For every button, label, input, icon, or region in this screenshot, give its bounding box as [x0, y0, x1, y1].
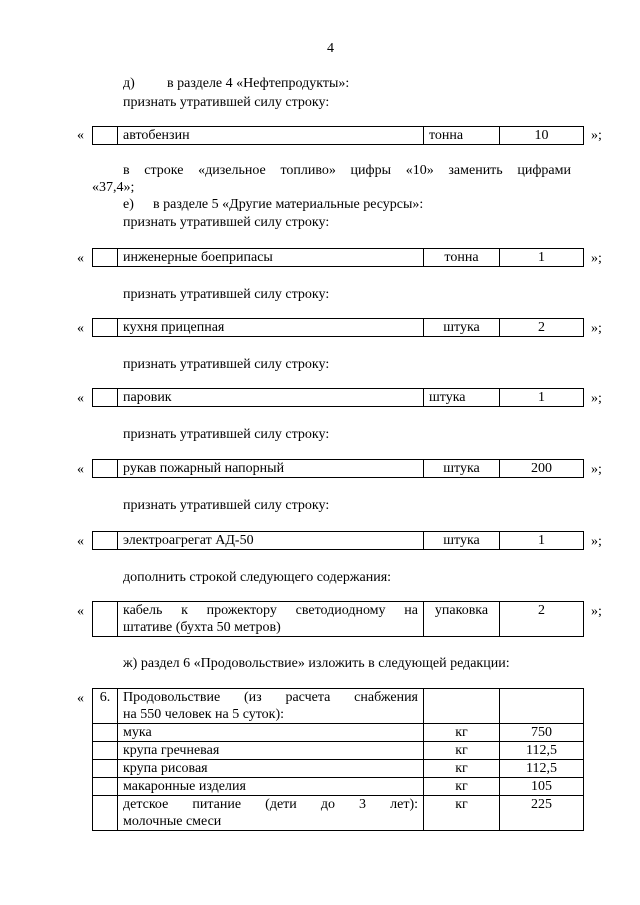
row-qty: 2 — [500, 602, 584, 637]
row-name: автобензин — [118, 127, 424, 145]
table-row — [93, 760, 584, 778]
empty-cell — [93, 778, 118, 796]
row-number-cell — [93, 602, 118, 637]
open-quote: « — [77, 128, 84, 143]
row-unit: штука — [424, 389, 500, 407]
open-quote: « — [77, 462, 84, 477]
invalidate-text: признать утратившей силу строку: — [123, 427, 330, 442]
section-title-line-1: Продовольствие (из расчета снабжения — [123, 690, 418, 705]
invalidate-text: признать утратившей силу строку: — [123, 215, 330, 230]
table-row — [93, 742, 584, 760]
close-quote: »; — [591, 534, 602, 549]
item-letter-d: д) — [123, 76, 135, 91]
food-item-name: макаронные изделия — [118, 778, 424, 796]
row-table-steamer — [92, 388, 584, 407]
food-item-unit: кг — [424, 724, 500, 742]
food-item-name: мука — [118, 724, 424, 742]
open-quote: « — [77, 391, 84, 406]
food-item-name: крупа гречневая — [118, 742, 424, 760]
table-row — [93, 389, 584, 407]
table-row — [93, 460, 584, 478]
food-item-name-line-1: детское питание (дети до 3 лет): — [123, 797, 418, 812]
food-item-qty: 112,5 — [500, 760, 584, 778]
row-qty: 10 — [500, 127, 584, 145]
empty-cell — [93, 724, 118, 742]
row-name: кухня прицепная — [118, 319, 424, 337]
row-table-hose — [92, 459, 584, 478]
add-row-text: дополнить строкой следующего содержания: — [123, 570, 392, 585]
row-number-cell — [93, 249, 118, 267]
row-unit: штука — [424, 532, 500, 550]
open-quote: « — [77, 534, 84, 549]
section-number: 6. — [93, 689, 118, 724]
row-name: паровик — [118, 389, 424, 407]
section-title-line-2: на 550 человек на 5 суток): — [123, 707, 285, 722]
row-name — [118, 602, 424, 637]
row-name: рукав пожарный напорный — [118, 460, 424, 478]
invalidate-text: признать утратившей силу строку: — [123, 357, 330, 372]
food-item-name — [118, 796, 424, 831]
row-number-cell — [93, 389, 118, 407]
empty-cell — [93, 796, 118, 831]
open-quote: « — [77, 321, 84, 336]
food-item-qty: 225 — [500, 796, 584, 831]
table-row — [93, 689, 584, 724]
empty-cell — [93, 760, 118, 778]
section-title — [118, 689, 424, 724]
food-item-unit: кг — [424, 760, 500, 778]
item-d-text: в разделе 4 «Нефтепродукты»: — [167, 76, 350, 91]
row-unit: упаковка — [424, 602, 500, 637]
table-row — [93, 249, 584, 267]
close-quote: »; — [591, 391, 602, 406]
table-row — [93, 602, 584, 637]
row-number-cell — [93, 532, 118, 550]
close-quote: »; — [591, 604, 602, 619]
row-unit: тонна — [424, 249, 500, 267]
open-quote: « — [77, 251, 84, 266]
food-item-unit: кг — [424, 778, 500, 796]
food-item-qty: 750 — [500, 724, 584, 742]
food-item-unit: кг — [424, 796, 500, 831]
open-quote: « — [77, 691, 84, 706]
close-quote: »; — [591, 321, 602, 336]
row-table-gasoline — [92, 126, 584, 145]
invalidate-text: признать утратившей силу строку: — [123, 95, 330, 110]
diesel-line-1 — [123, 162, 571, 179]
table-row — [93, 724, 584, 742]
food-item-name: крупа рисовая — [118, 760, 424, 778]
food-item-name-line-2: молочные смеси — [123, 814, 222, 829]
diesel-line-2: «37,4»; — [92, 180, 135, 195]
page-number: 4 — [327, 41, 334, 56]
empty-cell — [424, 689, 500, 724]
row-number-cell — [93, 460, 118, 478]
invalidate-text: признать утратившей силу строку: — [123, 287, 330, 302]
empty-cell — [93, 742, 118, 760]
row-qty: 1 — [500, 249, 584, 267]
table-row — [93, 127, 584, 145]
row-unit: штука — [424, 319, 500, 337]
row-qty: 2 — [500, 319, 584, 337]
row-name: инженерные боеприпасы — [118, 249, 424, 267]
table-row — [93, 532, 584, 550]
table-row — [93, 319, 584, 337]
row-table-kitchen — [92, 318, 584, 337]
close-quote: »; — [591, 128, 602, 143]
empty-cell — [500, 689, 584, 724]
row-name: электроагрегат АД-50 — [118, 532, 424, 550]
close-quote: »; — [591, 251, 602, 266]
open-quote: « — [77, 604, 84, 619]
food-table — [92, 688, 584, 831]
row-number-cell — [93, 319, 118, 337]
row-qty: 1 — [500, 532, 584, 550]
table-row — [93, 796, 584, 831]
row-name-line-1: кабель к прожектору светодиодному на — [123, 603, 418, 618]
row-table-generator — [92, 531, 584, 550]
row-unit: тонна — [424, 127, 500, 145]
food-item-qty: 105 — [500, 778, 584, 796]
row-number-cell — [93, 127, 118, 145]
table-row — [93, 778, 584, 796]
row-name-line-2: штативе (бухта 50 метров) — [123, 620, 281, 635]
row-unit: штука — [424, 460, 500, 478]
food-item-unit: кг — [424, 742, 500, 760]
diesel-line-1-text: в строке «дизельное топливо» цифры «10» заменить цифрами — [123, 163, 571, 178]
item-e-text: в разделе 5 «Другие материальные ресурсы»: — [153, 197, 424, 212]
row-qty: 1 — [500, 389, 584, 407]
row-table-cable — [92, 601, 584, 637]
row-qty: 200 — [500, 460, 584, 478]
close-quote: »; — [591, 462, 602, 477]
invalidate-text: признать утратившей силу строку: — [123, 498, 330, 513]
item-zh-text: ж) раздел 6 «Продовольствие» изложить в следующей редакции: — [123, 656, 510, 671]
row-table-munitions — [92, 248, 584, 267]
item-letter-e: е) — [123, 197, 134, 212]
food-item-qty: 112,5 — [500, 742, 584, 760]
